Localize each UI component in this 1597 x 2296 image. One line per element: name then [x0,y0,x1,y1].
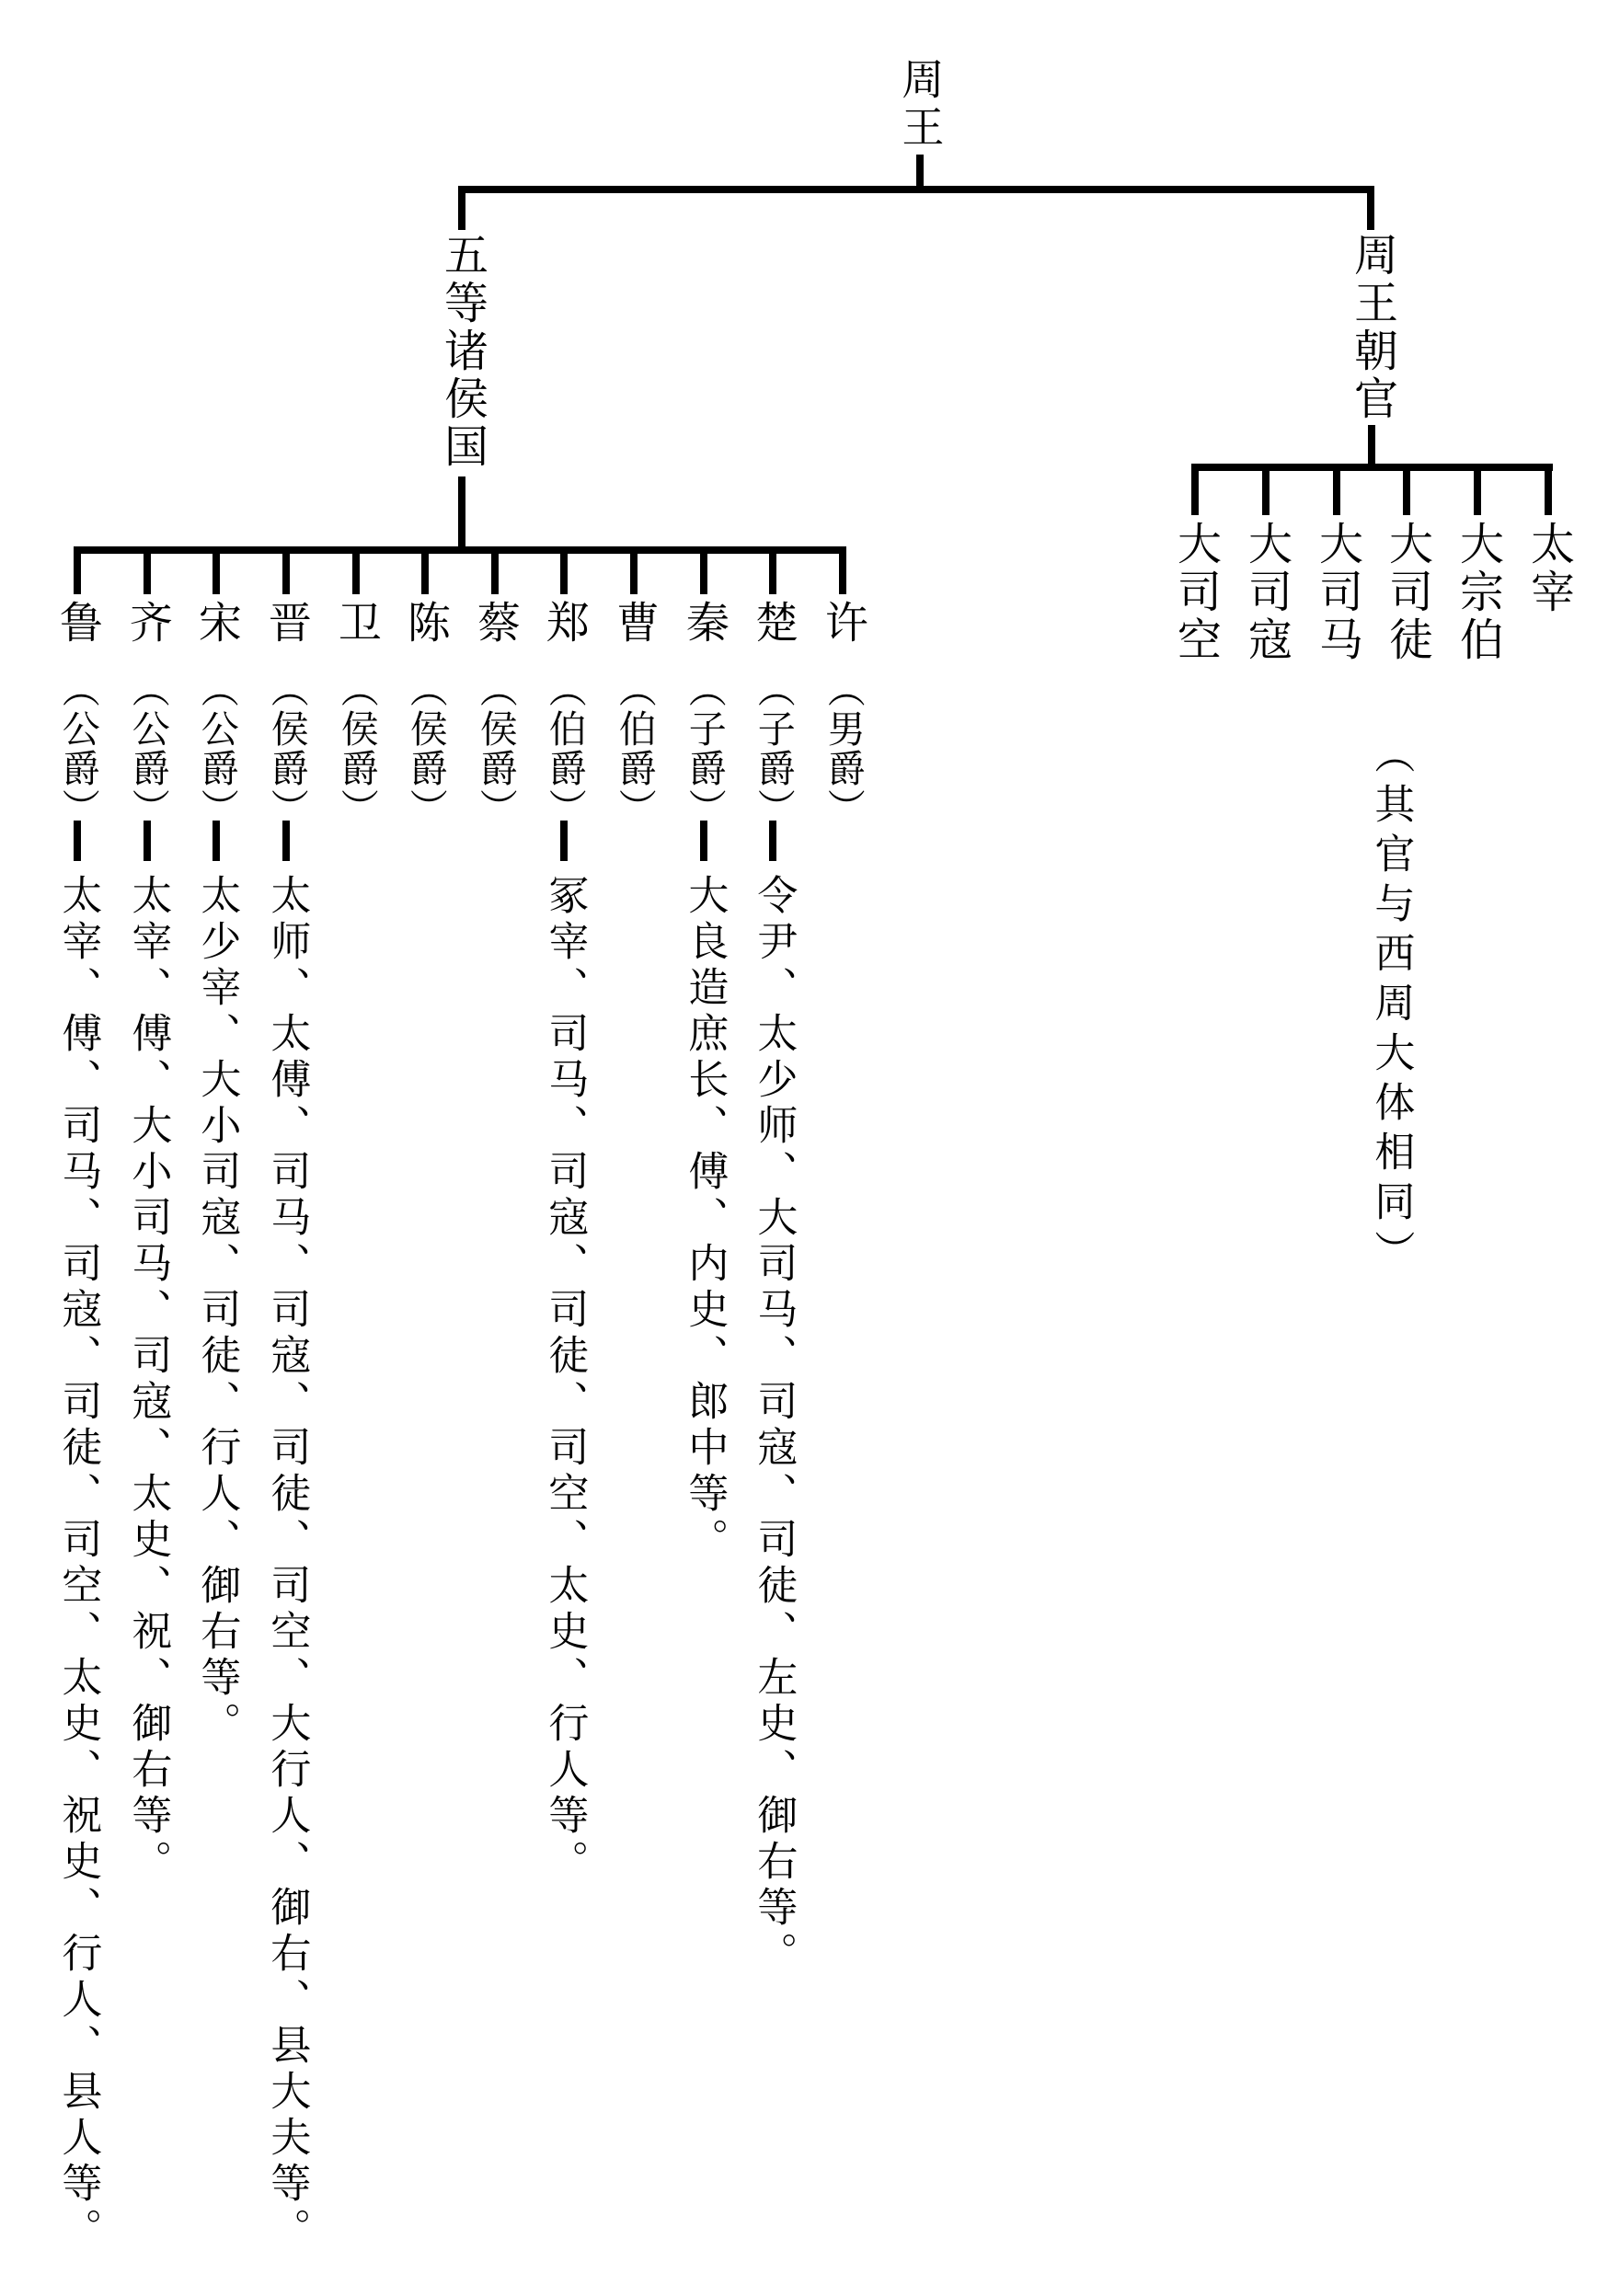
state-name: 宋 [190,600,242,643]
state-offices: 冢宰、司马、司寇、司徒、司空、太史、行人等。 [541,874,589,1886]
official-label: 太宰 [1522,521,1575,616]
state-name: 秦 [678,600,730,643]
state-name: 许 [817,600,868,643]
connector-line [458,186,465,230]
state-rank: （公爵） [125,670,170,828]
official-label: 大司徒 [1381,521,1433,664]
official-label: 大宗伯 [1452,521,1504,664]
state-rank: （伯爵） [542,670,587,828]
state-rank: （侯爵） [473,670,518,828]
state-name: 郑 [538,600,590,643]
connector-line [213,546,220,594]
state-rank: （侯爵） [403,670,448,828]
state-name: 晋 [260,600,312,643]
state-offices: 太师、太傅、司马、司寇、司徒、司空、大行人、御右、县大夫等。 [263,874,311,2254]
right-branch-label: 周王朝官 [1346,232,1398,423]
connector-line [282,546,290,594]
connector-line [560,546,568,594]
connector-line [491,546,499,594]
left-branch-label: 五等诸侯国 [436,232,488,471]
connector-line [1191,464,1553,471]
connector-line [1545,464,1552,515]
official-label: 大司马 [1311,521,1363,664]
connector-line [769,546,776,594]
connector-line [421,546,429,594]
state-name: 楚 [747,600,798,643]
connector-line [74,546,81,594]
state-name: 鲁 [52,600,103,643]
connector-line [458,186,1374,193]
connector-line [1474,464,1481,515]
state-rank: （伯爵） [612,670,657,828]
connector-line [458,476,465,554]
connector-line [1367,186,1374,230]
state-offices: 太宰、傅、司马、司寇、司徒、司空、太史、祝史、行人、县人等。 [54,874,102,2254]
state-name: 蔡 [469,600,521,643]
connector-line [839,546,846,594]
connector-line [1262,464,1270,515]
connector-line [144,546,151,594]
state-rank: （子爵） [751,670,796,828]
state-offices: 太少宰、大小司寇、司徒、行人、御右等。 [193,874,241,1748]
connector-line [1403,464,1410,515]
state-name: 齐 [121,600,173,643]
state-offices: 太宰、傅、大小司马、司寇、太史、祝、御右等。 [124,874,172,1886]
state-rank: （子爵） [682,670,727,828]
official-label: 大司空 [1169,521,1222,664]
state-name: 陈 [399,600,451,643]
state-name: 卫 [330,600,382,643]
state-name: 曹 [608,600,660,643]
state-rank: （公爵） [55,670,100,828]
connector-line [74,546,846,554]
state-offices: 令尹、太少师、大司马、司寇、司徒、左史、御右等。 [750,874,798,1978]
note-text: （其官与西周大体相同） [1367,733,1415,1280]
connector-line [700,546,707,594]
connector-line [630,546,638,594]
state-rank: （男爵） [821,670,866,828]
connector-line [1333,464,1340,515]
state-rank: （侯爵） [334,670,379,828]
state-rank: （公爵） [194,670,239,828]
official-label: 大司寇 [1240,521,1293,664]
connector-line [352,546,360,594]
state-offices: 大良造庶长、傅、内史、郎中等。 [681,874,729,1564]
state-rank: （侯爵） [264,670,309,828]
connector-line [1191,464,1199,515]
root-node-label: 周王 [895,57,946,153]
